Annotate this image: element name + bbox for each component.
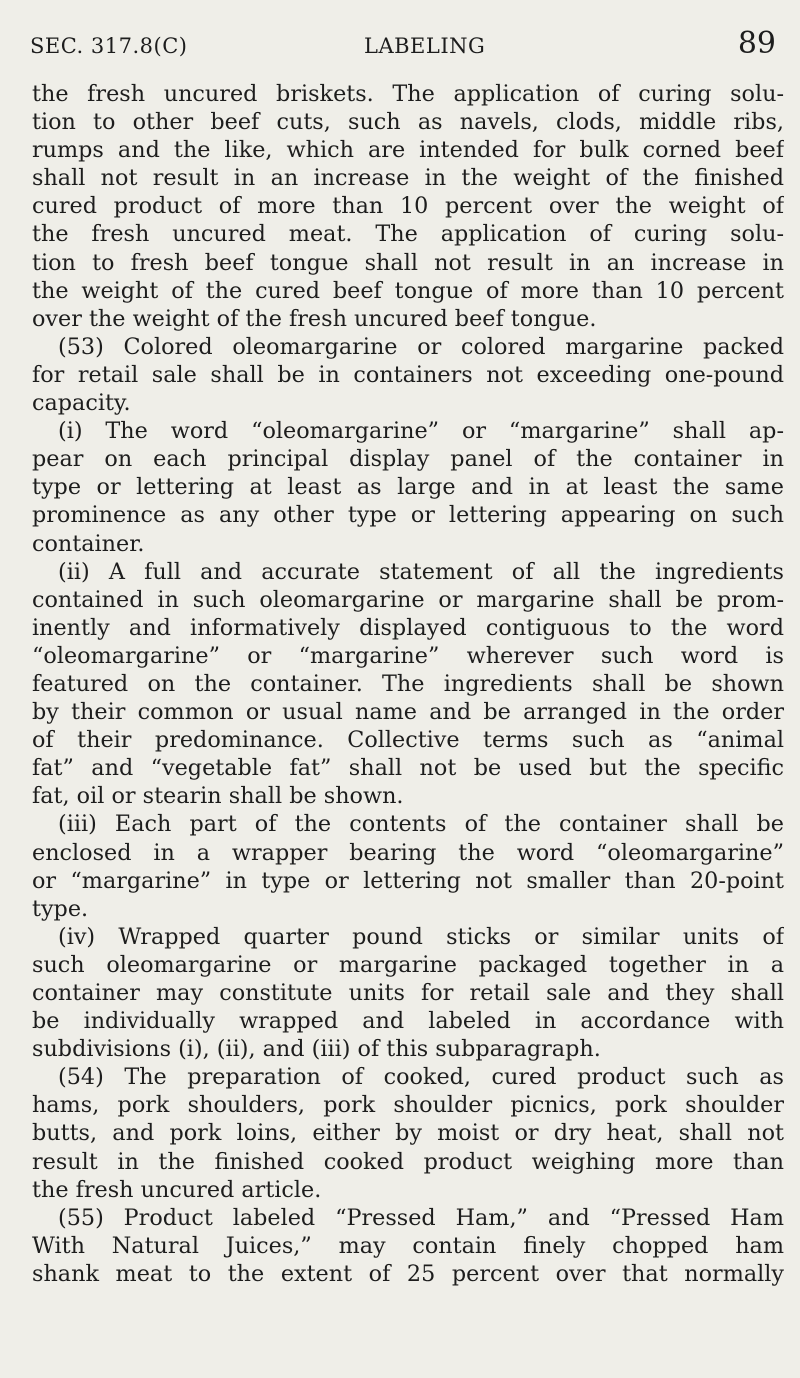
text-line: shank meat to the extent of 25 percent over that normally <box>32 1260 784 1287</box>
text-line: (iv) Wrapped quarter pound sticks or similar units of <box>58 923 784 950</box>
text-line: (iii) Each part of the contents of the container shall be <box>58 811 784 838</box>
text-line: (54) The preparation of cooked, cured product such as <box>58 1064 784 1091</box>
text-line: container may constitute units for retail sale and they shall <box>32 980 784 1006</box>
text-line: subdivisions (i), (ii), and (iii) of this subparagraph. <box>32 1036 601 1063</box>
text-line: cured product of more than 10 percent over the weight of <box>32 193 784 220</box>
text-line: “oleomargarine” or “margarine” wherever such word is <box>32 642 784 669</box>
text-line: type. <box>32 895 89 922</box>
text-line: by their common or usual name and be arranged in the order <box>32 699 784 726</box>
text-line: pear on each principal display panel of the container in <box>32 446 784 473</box>
text-line: enclosed in a wrapper bearing the word “oleomargarine” <box>32 839 784 866</box>
text-line: for retail sale shall be in containers not exceeding one-pound <box>32 361 784 388</box>
text-line: (55) Product labeled “Pressed Ham,” and “Pressed Ham <box>58 1204 784 1231</box>
text-line: of their predominance. Collective terms such as “animal <box>32 727 784 754</box>
page-header <box>30 26 782 66</box>
text-line: the fresh uncured meat. The application of curing solu- <box>32 221 784 248</box>
text-line: prominence as any other type or lettering appearing on such <box>32 502 784 529</box>
text-line: butts, and pork loins, either by moist or dry heat, shall not <box>32 1120 784 1147</box>
text-line: or “margarine” in type or lettering not smaller than 20-point <box>32 867 784 894</box>
page-number: 89 <box>737 26 776 61</box>
text-line: be individually wrapped and labeled in accordance with <box>32 1008 784 1035</box>
text-line: tion to other beef cuts, such as navels, clods, middle ribs, <box>32 109 784 136</box>
body-text <box>32 80 784 1288</box>
text-line: rumps and the like, which are intended for bulk corned beef <box>32 137 784 164</box>
text-line: (ii) A full and accurate statement of all the ingredients <box>58 558 784 585</box>
text-line: fat” and “vegetable fat” shall not be used but the specific <box>32 755 784 782</box>
text-line: type or lettering at least as large and in at least the same <box>32 474 784 501</box>
running-title: LABELING <box>364 34 486 58</box>
text-line: over the weight of the fresh uncured beef tongue. <box>32 305 597 332</box>
text-line: shall not result in an increase in the weight of the finished <box>32 165 784 192</box>
text-line: featured on the container. The ingredients shall be shown <box>32 670 784 697</box>
text-line: inently and informatively displayed contiguous to the word <box>32 614 784 641</box>
text-line: the weight of the cured beef tongue of more than 10 percent <box>32 277 784 304</box>
text-line: contained in such oleomargarine or margarine shall be prom- <box>32 586 784 613</box>
text-line: (i) The word “oleomargarine” or “margarine” shall ap- <box>58 418 784 445</box>
text-line: the fresh uncured briskets. The application of curing solu- <box>32 81 784 107</box>
text-line: result in the finished cooked product weighing more than <box>32 1148 784 1175</box>
text-line: (53) Colored oleomargarine or colored margarine packed <box>58 333 784 360</box>
text-line: the fresh uncured article. <box>32 1176 322 1203</box>
text-line: capacity. <box>32 390 131 417</box>
text-line: hams, pork shoulders, pork shoulder picnics, pork shoulder <box>32 1092 784 1119</box>
text-line: tion to fresh beef tongue shall not result in an increase in <box>32 249 784 276</box>
text-line: container. <box>32 530 145 557</box>
text-line: With Natural Juices,” may contain finely chopped ham <box>32 1232 784 1259</box>
text-line: such oleomargarine or margarine packaged together in a <box>32 951 784 978</box>
section-reference: SEC. 317.8(C) <box>30 34 188 58</box>
text-line: fat, oil or stearin shall be shown. <box>32 783 404 810</box>
